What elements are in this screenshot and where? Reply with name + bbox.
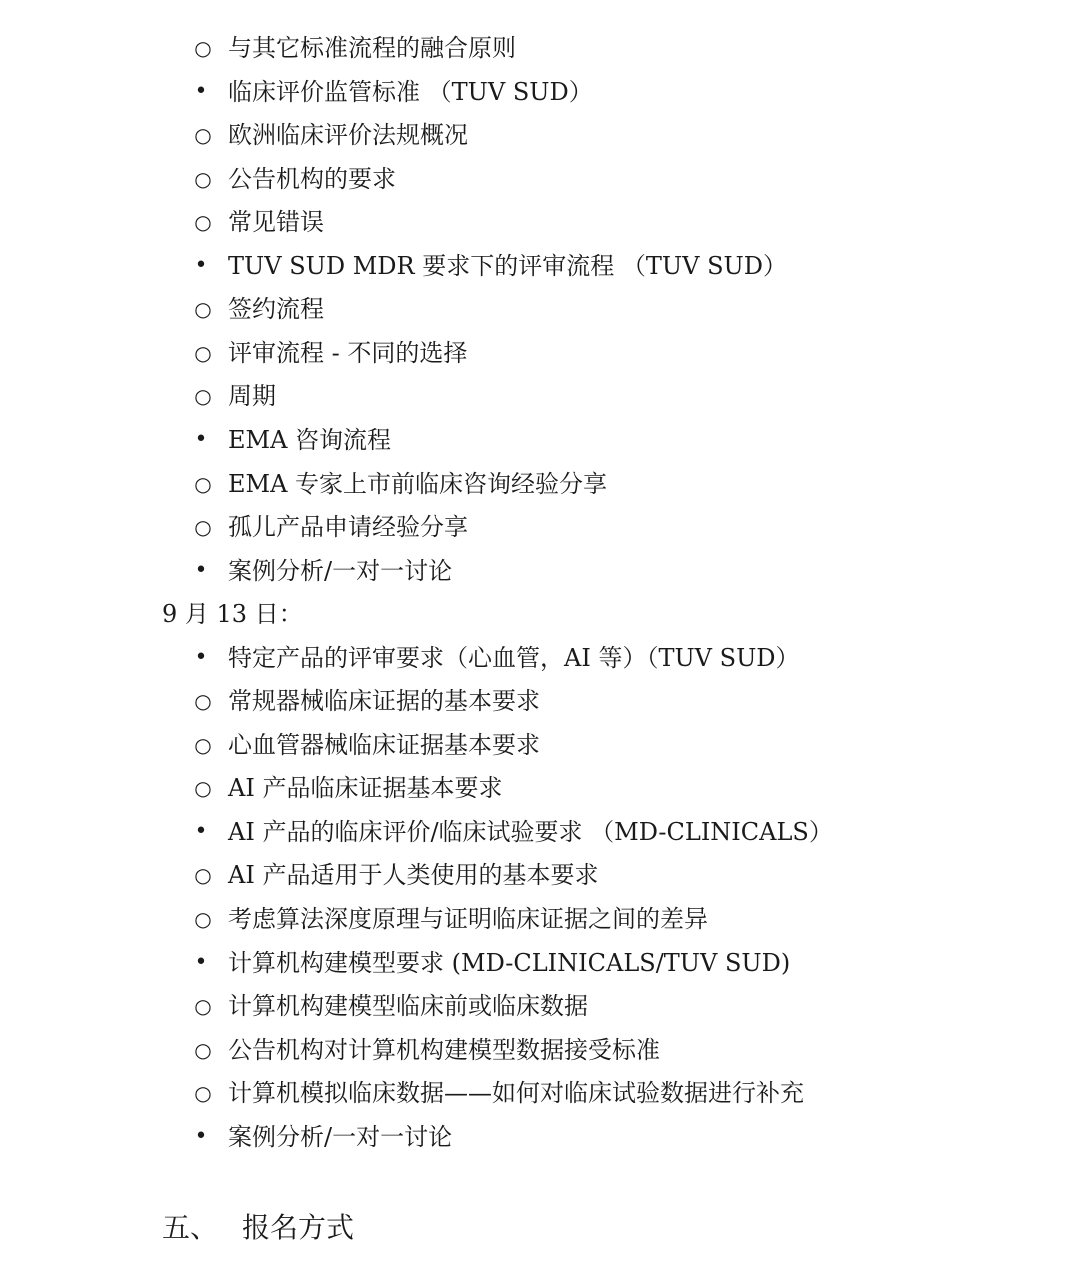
section-heading [162, 1203, 354, 1253]
list-item-text: 欧洲临床评价法规概况 [228, 121, 468, 150]
list-marker: • [194, 78, 208, 104]
list-item-text: 特定产品的评审要求（心血管，AI 等）（TUV SUD） [228, 643, 800, 672]
date-heading-text: 9 月 13 日： [162, 600, 303, 629]
list-marker: ○ [194, 1081, 212, 1106]
list-marker: ○ [194, 123, 212, 148]
list-marker: ○ [194, 384, 212, 409]
list-item-text: EMA 咨询流程 [228, 425, 392, 454]
list-marker: • [194, 644, 208, 670]
section-title: 报名方式 [242, 1211, 355, 1244]
list-marker: • [194, 818, 208, 844]
list-item-text: 临床评价监管标准 （TUV SUD） [228, 77, 593, 106]
list-item-text: 公告机构的要求 [228, 164, 396, 193]
list-marker: • [194, 252, 208, 278]
list-item-text: 计算机模拟临床数据——如何对临床试验数据进行补充 [228, 1079, 804, 1108]
list-marker: • [194, 1123, 208, 1149]
list-item-text: AI 产品的临床评价/临床试验要求 （MD-CLINICALS） [228, 817, 833, 846]
list-marker: ○ [194, 907, 212, 931]
list-marker: ○ [194, 732, 212, 757]
list-item-text: 心血管器械临床证据基本要求 [228, 730, 540, 759]
list-item-text: AI 产品适用于人类使用的基本要求 [228, 861, 599, 890]
list-marker: • [194, 949, 208, 975]
list-marker: ○ [194, 515, 212, 540]
list-item-text: 计算机构建模型临床前或临床数据 [228, 992, 588, 1021]
list-marker: ○ [194, 994, 212, 1019]
list-marker: • [194, 557, 208, 583]
list-item-text: EMA 专家上市前临床咨询经验分享 [228, 469, 608, 498]
list-marker: ○ [194, 863, 212, 888]
list-marker: ○ [194, 340, 212, 365]
list-marker: ○ [194, 1037, 212, 1062]
list-item-text: 与其它标准流程的融合原则 [228, 34, 516, 62]
list-marker: ○ [194, 471, 212, 496]
list-item-text: 案例分析/一对一讨论 [228, 1122, 453, 1151]
list-marker: ○ [194, 36, 212, 60]
list-marker: ○ [194, 166, 212, 191]
list-marker: ○ [194, 776, 212, 801]
list-item-text: 周期 [228, 382, 276, 411]
list-item-text: 案例分析/一对一讨论 [228, 556, 453, 585]
list-item-text: TUV SUD MDR 要求下的评审流程 （TUV SUD） [228, 251, 787, 280]
list-marker: ○ [194, 689, 212, 714]
list-item-text: 常见错误 [228, 208, 324, 237]
list-marker: ○ [194, 210, 212, 235]
list-item-text: AI 产品临床证据基本要求 [228, 774, 503, 803]
list-item-text: 常规器械临床证据的基本要求 [228, 687, 540, 716]
list-marker: ○ [194, 297, 212, 322]
list-item-text: 计算机构建模型要求 (MD-CLINICALS/TUV SUD) [228, 948, 791, 977]
list-item-text: 签约流程 [228, 295, 324, 324]
list-item-text: 公告机构对计算机构建模型数据接受标准 [228, 1035, 660, 1064]
list-marker: • [194, 426, 208, 452]
list-item-text: 评审流程 - 不同的选择 [228, 338, 468, 367]
section-number: 五、 [162, 1211, 219, 1244]
list-item-text: 考虑算法深度原理与证明临床证据之间的差异 [228, 905, 708, 933]
list-item-text: 孤儿产品申请经验分享 [228, 513, 468, 542]
